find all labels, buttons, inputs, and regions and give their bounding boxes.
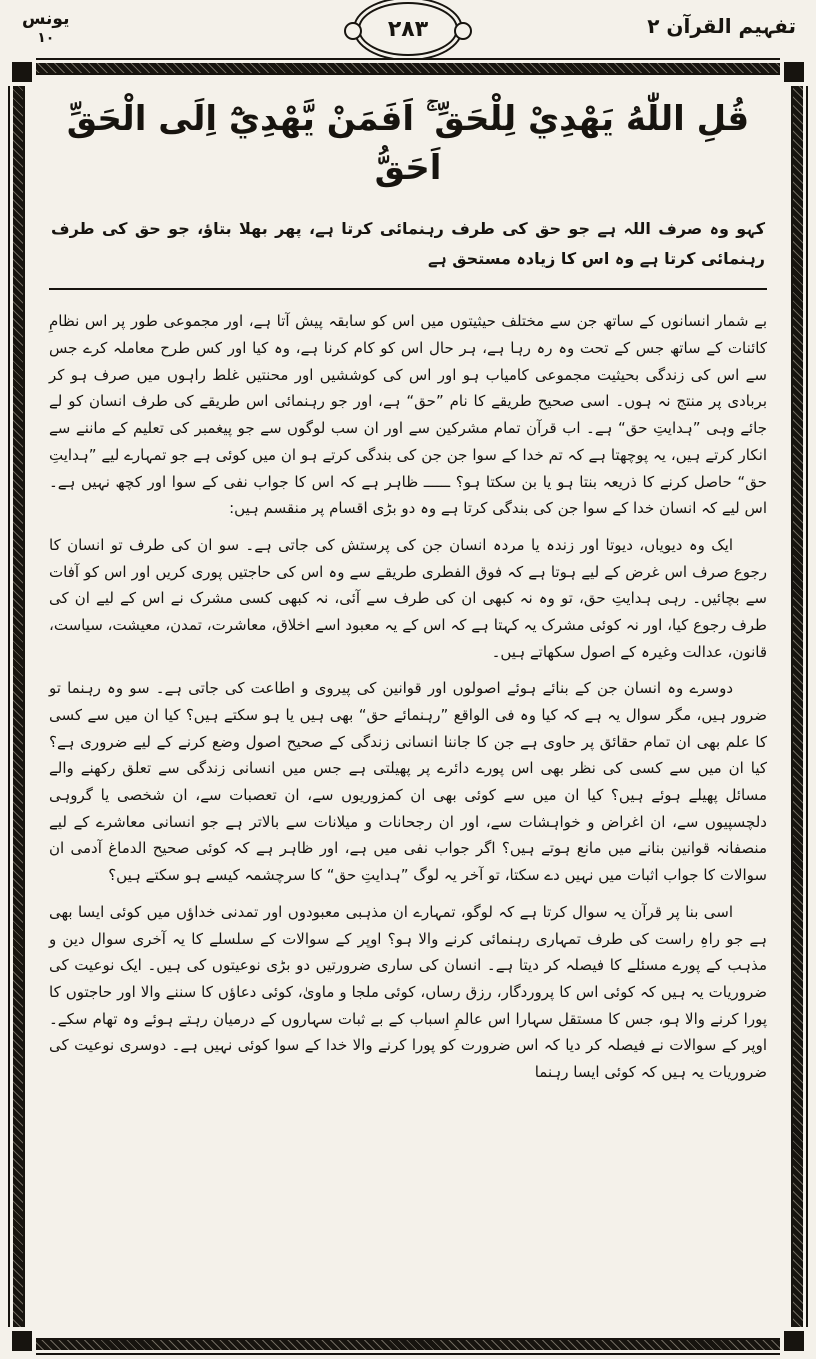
quran-verse-calligraphy: قُلِ اللّٰهُ يَهْدِيْ لِلْحَقِّ ۚ اَفَمَنْ يَّهْدِيْٓ اِلَى الْحَقِّ اَحَقُّ <box>66 99 750 189</box>
surah-header <box>22 10 69 46</box>
commentary-section <box>49 308 767 1085</box>
decorative-frame <box>8 58 808 1355</box>
book-title: تفہیم القرآن ۲ <box>647 14 796 38</box>
surah-number: ۱۰ <box>37 29 55 46</box>
corner-ornament-top-left <box>8 58 36 86</box>
divider-rule <box>49 288 767 290</box>
page-header <box>0 0 816 58</box>
commentary-paragraph: بے شمار انسانوں کے ساتھ جن سے مختلف حیثیتوں میں اس کو سابقہ پیش آتا ہے، اور مجموعی طور پر اس نظامِ کائنات کے ساتھ جس کے تحت وہ رہ رہا ہے، ہر حال اس کو کام کرنا ہے، وہ کیا اور کس طرح معاملہ کرے جس سے اس کی زندگی بحیثیت مجموعی کامیاب ہو اور اس کی کوششیں اور محنتیں غلط راہوں میں صرف ہو کر بربادی پر منتج نہ ہوں۔ اسی صحیح طریقے کا نام ”حق“ ہے، اور جو رہنمائی اس طریقے کی طرف انسان کو لے جائے وہی ”ہدایتِ حق“ ہے۔ اب قرآن تمام مشرکین سے اور ان سب لوگوں سے جو پیغمبر کی تعلیم کے ماننے سے انکار کرتے ہیں، یہ پوچھتا ہے کہ تم خدا کے سوا جن جن کی بندگی کرتے ہو ان میں کوئی ہے جو تمہارے لیے ”ہدایتِ حق“ حاصل کرنے کا ذریعہ بنتا ہو یا بن سکتا ہو؟ ــــــ ظاہر ہے کہ اس کا جواب نفی کے سوا اور کچھ نہیں ہے۔ اس لیے کہ انسان خدا کے سوا جن کی بندگی کرتا ہے وہ دو بڑی اقسام پر منقسم ہیں: <box>49 312 767 518</box>
corner-ornament-bottom-right <box>780 1327 808 1355</box>
corner-ornament-top-right <box>780 58 808 86</box>
commentary-paragraph: اسی بنا پر قرآن یہ سوال کرتا ہے کہ لوگو، تمہارے ان مذہبی معبودوں اور تمدنی خداؤں میں کوئی ایسا بھی ہے جو راہِ راست کی طرف تمہاری رہنمائی کرنے والا ہو؟ اوپر کے سوالات کے سلسلے کا یہ آخری سوال دین و مذہب کے پورے مسئلے کا فیصلہ کر دیتا ہے۔ انسان کی ساری ضرورتیں دو بڑی نوعیتوں کی ہیں۔ ایک نوعیت کی ضروریات یہ ہیں کہ کوئی اس کا پروردگار، رزق رساں، کوئی ملجا و ماویٰ، کوئی دعاؤں کا سننے والا اور حاجتوں کا پورا کرنے والا ہو، جس کا مستقل سہارا اس عالمِ اسباب کے بے ثبات سہاروں کے درمیان رہتے ہوئے وہ تھام سکے۔ اوپر کے سوالات نے فیصلہ کر دیا کہ اس ضرورت کو پورا کرنے والا خدا کے سوا کوئی نہیں ہے۔ دوسری نوعیت کی ضروریات یہ ہیں کہ کوئی ایسا رہنما <box>49 902 767 1081</box>
urdu-translation: کہو وہ صرف اللہ ہے جو حق کی طرف رہنمائی کرتا ہے، پھر بھلا بتاؤ، جو حق کی طرف رہنمائی کرتا ہے وہ اس کا زیادہ مستحق ہے <box>51 218 765 268</box>
commentary-paragraph: ایک وہ دیویاں، دیوتا اور زندہ یا مردہ انسان جن کی پرستش کی جاتی ہے۔ سو ان کی طرف تو انسان کا رجوع صرف اس غرض کے لیے ہوتا ہے کہ فوق الفطری طریقے سے وہ اس کی حاجتیں پوری کریں اور اس کو آفات سے بچائیں۔ رہی ہدایتِ حق، تو وہ نہ کبھی ان کی طرف سے آئی، نہ کبھی کسی مشرک نے اس کے لیے ان کی طرف رجوع کیا، اور نہ کوئی مشرک یہ کہتا ہے کہ اس کے یہ معبود اسے اخلاق، معاشرت، تمدن، معیشت، سیاست، قانون، عدالت وغیرہ کے اصول سکھاتے ہیں۔ <box>49 535 767 661</box>
page-number: ۲۸۳ <box>387 16 429 42</box>
corner-ornament-bottom-left <box>8 1327 36 1355</box>
surah-name: یونس <box>22 9 70 29</box>
page-number-ornament <box>358 2 458 56</box>
commentary-paragraph: دوسرے وہ انسان جن کے بنائے ہوئے اصولوں اور قوانین کی پیروی و اطاعت کی جاتی ہے۔ سو وہ رہنما تو ضرور ہیں، مگر سوال یہ ہے کہ کیا وہ فی الواقع ”رہنمائے حق“ بھی ہیں یا ہو سکتے ہیں؟ کیا ان میں سے کسی کا علم بھی ان تمام حقائق پر حاوی ہے جن کا جاننا انسانی زندگی کے صحیح اصول وضع کرنے کے لیے ضروری ہے؟ کیا ان میں سے کسی کی نظر بھی اس پورے دائرے پر پھیلتی ہے جس میں انسانی زندگی سے تعلق رکھنے والے مسائل پھیلے ہوئے ہیں؟ کیا ان میں سے کوئی بھی ان کمزوریوں سے، ان تعصبات سے، ان شخصی یا گروہی دلچسپیوں سے، ان اغراض و خواہشات سے، اور ان رجحانات و میلانات سے بالاتر ہے جو انسانی معاشرے کے لیے منصفانہ قوانین بنانے میں مانع ہوتے ہیں؟ اگر جواب نفی میں ہے، اور ظاہر ہے کہ کوئی صحیح الدماغ آدمی ان سوالات کا جواب اثبات میں نہیں دے سکتا، تو آخر یہ لوگ ”ہدایتِ حق“ کا سرچشمہ کیسے ہو سکتے ہیں؟ <box>49 679 767 885</box>
page-content <box>23 73 793 1340</box>
